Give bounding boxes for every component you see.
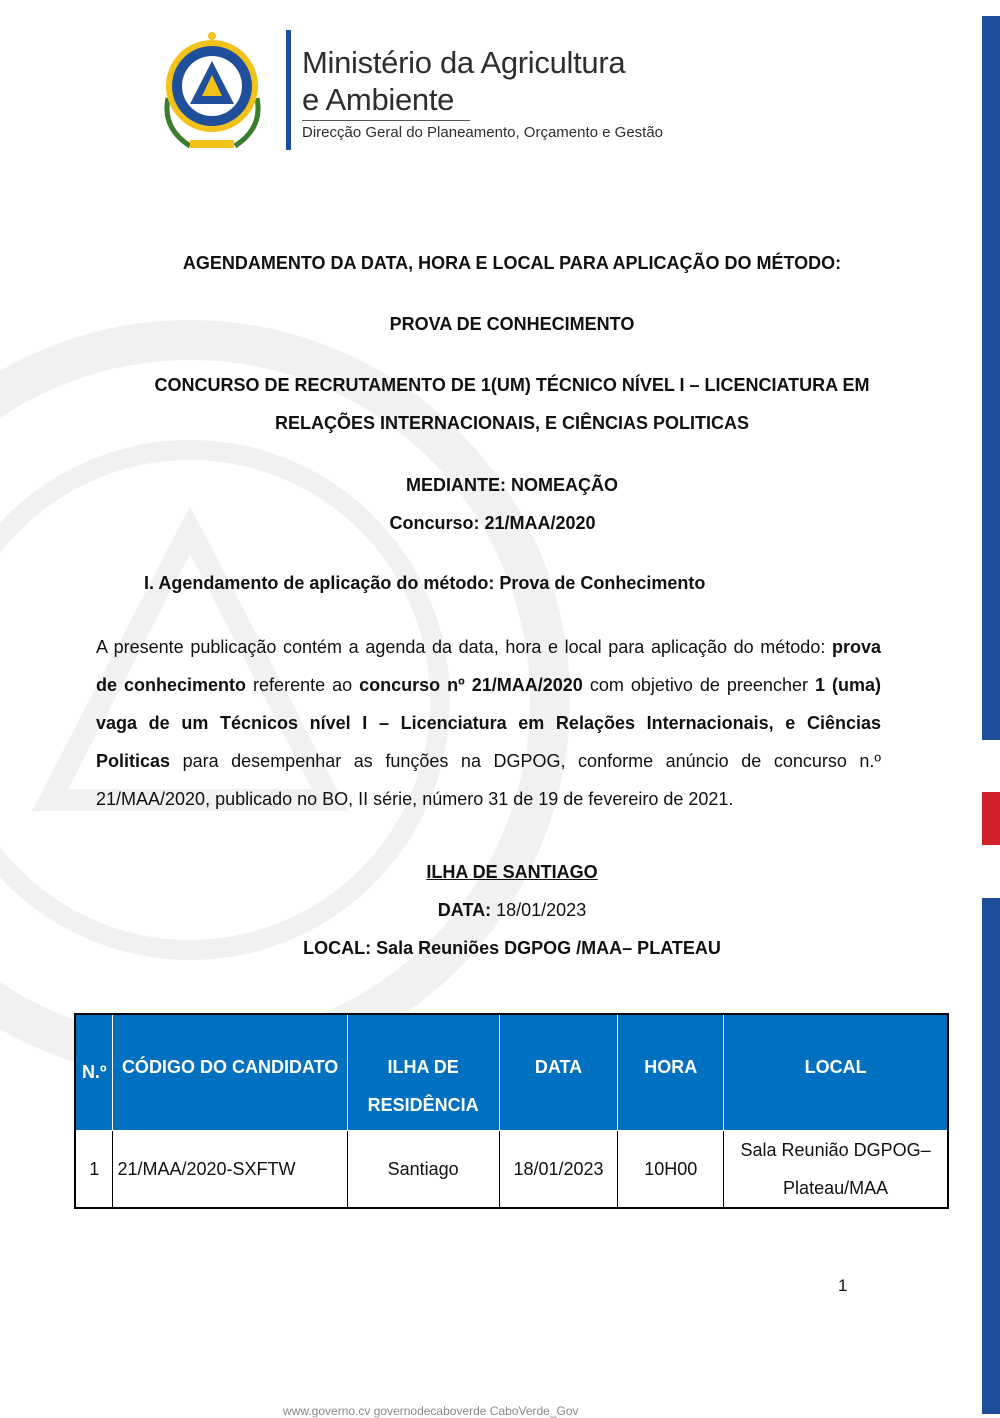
local-line: LOCAL: Sala Reuniões DGPOG /MAA– PLATEAU: [303, 938, 721, 958]
cell-island: Santiago: [347, 1130, 499, 1208]
para-line-2: [96, 666, 881, 704]
side-bar-blue-bottom: [982, 898, 1000, 1414]
para-line-3: [96, 704, 881, 742]
para-bold: prova: [831, 637, 881, 657]
cell-date: 18/01/2023: [499, 1130, 618, 1208]
para-bold: vaga de um Técnicos nível I – Licenciatura em Relações Internacionais, e Ciências: [96, 713, 881, 733]
para-text: referente ao: [246, 675, 360, 695]
title-concurso-number: Concurso: 21/MAA/2020: [389, 513, 596, 533]
title-prova: PROVA DE CONHECIMENTO: [389, 314, 635, 334]
para-bold: Politicas: [96, 751, 171, 771]
page-number: 1: [838, 1276, 848, 1295]
header-date: DATA: [499, 1014, 618, 1130]
table-header-row: [75, 1014, 948, 1130]
schedule-table: [74, 1013, 949, 1209]
island-heading: ILHA DE SANTIAGO: [426, 862, 598, 882]
header-number: N.º: [75, 1014, 113, 1130]
para-bold: concurso nº 21/MAA/2020: [359, 675, 583, 695]
para-line-1: [96, 628, 881, 666]
date-value: 18/01/2023: [491, 900, 587, 920]
title-mediante: MEDIANTE: NOMEAÇÃO: [406, 475, 618, 495]
para-text: com objetivo de preencher: [582, 675, 815, 695]
header-candidate-code: CÓDIGO DO CANDIDATO: [113, 1014, 347, 1130]
footer-links: www.governo.cv governodecaboverde CaboVerde_Gov: [283, 1404, 579, 1418]
header-hour: HORA: [618, 1014, 724, 1130]
cell-hour: 10H00: [618, 1130, 724, 1208]
ministry-underline: [302, 120, 470, 121]
table-row: [75, 1130, 948, 1208]
title-concurso-line1: CONCURSO DE RECRUTAMENTO DE 1(UM) TÉCNICO NÍVEL I – LICENCIATURA EM: [154, 375, 870, 395]
body-paragraph: [96, 628, 881, 818]
section-title: I. Agendamento de aplicação do método: Prova de Conhecimento: [144, 573, 706, 593]
header-divider: [286, 30, 291, 150]
title-concurso-line2: RELAÇÕES INTERNACIONAIS, E CIÊNCIAS POLITICAS: [274, 413, 750, 433]
para-line-4: [96, 742, 881, 780]
date-label: DATA:: [437, 900, 492, 920]
title-agendamento: AGENDAMENTO DA DATA, HORA E LOCAL PARA APLICAÇÃO DO MÉTODO:: [182, 253, 842, 273]
para-bold: de conhecimento: [96, 675, 247, 695]
side-bar-red: [982, 792, 1000, 845]
ministry-name-line1: Ministério da Agricultura: [302, 45, 626, 80]
para-text: para desempenhar as funções na DGPOG, conforme anúncio de concurso n.º: [170, 751, 881, 771]
coat-of-arms-icon: [150, 28, 275, 153]
ministry-subtitle: Direcção Geral do Planeamento, Orçamento e Gestão: [302, 124, 664, 141]
para-bold: 1 (uma): [814, 675, 882, 695]
para-text: A presente publicação contém a agenda da data, hora e local para aplicação do método:: [96, 637, 832, 657]
date-line: [0, 900, 1000, 921]
para-line-5: 21/MAA/2020, publicado no BO, II série, número 31 de 19 de fevereiro de 2021.: [96, 789, 734, 809]
ministry-name-line2: e Ambiente: [302, 82, 455, 117]
cell-candidate-code: 21/MAA/2020-SXFTW: [113, 1130, 347, 1208]
cell-number: 1: [75, 1130, 113, 1208]
header-local: LOCAL: [724, 1014, 948, 1130]
letterhead: [150, 28, 710, 153]
header-island: ILHA DE RESIDÊNCIA: [347, 1014, 499, 1130]
cell-local: Sala Reunião DGPOG– Plateau/MAA: [724, 1130, 948, 1208]
